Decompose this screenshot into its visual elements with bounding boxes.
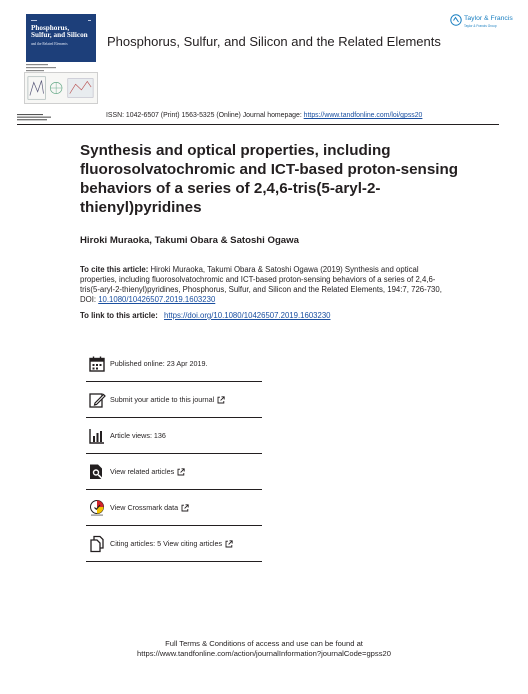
external-link-icon — [181, 504, 189, 512]
calendar-icon — [88, 355, 106, 373]
journal-homepage-link[interactable]: https://www.tandfonline.com/loi/gpss20 — [303, 112, 423, 119]
citing-articles-icon — [88, 535, 106, 553]
cover-footer-lines — [17, 113, 95, 122]
external-link-icon — [177, 468, 185, 476]
cite-text: Hiroki Muraoka, Takumi Obara & Satoshi Ogawa (2019) Synthesis and optical properties, including fluorosolvatochromic and ICT-based proton-sensing behaviors of a series of 2,4,6-tris(5-aryl-2-thienyl)pyridines, Phosphorus, Sulfur, and Silicon and the Related Elements, 194:7, 726-730, DOI: — [80, 265, 442, 304]
citing-articles-label[interactable]: Citing articles: 5 View citing articles — [110, 539, 223, 548]
citing-articles-row[interactable] — [86, 526, 262, 562]
link-label: To link to this article: — [80, 311, 158, 320]
issn-text: ISSN: 1042-6507 (Print) 1563-5325 (Online) Journal homepage: — [106, 112, 302, 119]
crossmark-icon — [88, 499, 106, 517]
crossmark-label[interactable]: View Crossmark data — [110, 503, 179, 512]
related-articles-label[interactable]: View related articles — [110, 467, 175, 476]
submit-article-row[interactable] — [86, 382, 262, 418]
citation-block — [80, 265, 452, 305]
cover-top-strip: ▬▬ ▬ — [31, 18, 91, 22]
article-views-row — [86, 418, 262, 454]
article-doi-link[interactable]: https://doi.org/10.1080/10426507.2019.1603230 — [164, 311, 331, 320]
terms-footer — [100, 639, 428, 659]
article-actions-list — [86, 346, 262, 562]
issn-line — [106, 112, 422, 119]
journal-title: Phosphorus, Sulfur, and Silicon and the Related Elements — [107, 34, 441, 49]
publisher-logo — [450, 14, 514, 34]
cover-subtitle: and the Related Elements — [31, 41, 68, 46]
published-online-row — [86, 346, 262, 382]
article-link-line — [80, 311, 460, 320]
footer-terms-url[interactable]: https://www.tandfonline.com/action/journalInformation?journalCode=gpss20 — [137, 649, 391, 658]
external-link-icon — [225, 540, 233, 548]
article-views-label: Article views: 136 — [110, 431, 166, 440]
cite-doi-link[interactable]: 10.1080/10426507.2019.1603230 — [98, 295, 216, 304]
cite-label: To cite this article: — [80, 265, 149, 274]
article-authors: Hiroki Muraoka, Takumi Obara & Satoshi Ogawa — [80, 235, 299, 246]
footer-terms-text: Full Terms & Conditions of access and use can be found at — [165, 639, 363, 648]
crossmark-row[interactable] — [86, 490, 262, 526]
submit-article-label[interactable]: Submit your article to this journal — [110, 395, 215, 404]
article-title: Synthesis and optical properties, including fluorosolvatochromic and ICT-based proton-sensing behaviors of a series of 2,4,6-tris(5-aryl-2-thienyl)pyridines — [80, 142, 459, 216]
cover-title: Phosphorus, Sulfur, and Silicon — [31, 24, 88, 40]
published-online-label: Published online: 23 Apr 2019. — [110, 359, 208, 368]
cover-figure-image — [24, 72, 98, 104]
edit-pencil-icon — [88, 391, 106, 409]
external-link-icon — [217, 396, 225, 404]
related-search-icon — [88, 463, 106, 481]
related-articles-row[interactable] — [86, 454, 262, 490]
bar-chart-icon — [88, 427, 106, 445]
header-divider — [17, 124, 499, 125]
publisher-tagline: Taylor & Francis Group — [464, 24, 497, 28]
publisher-name: Taylor & Francis — [464, 15, 513, 22]
publisher-logo-icon — [450, 14, 462, 26]
journal-cover-thumbnail — [26, 14, 96, 62]
